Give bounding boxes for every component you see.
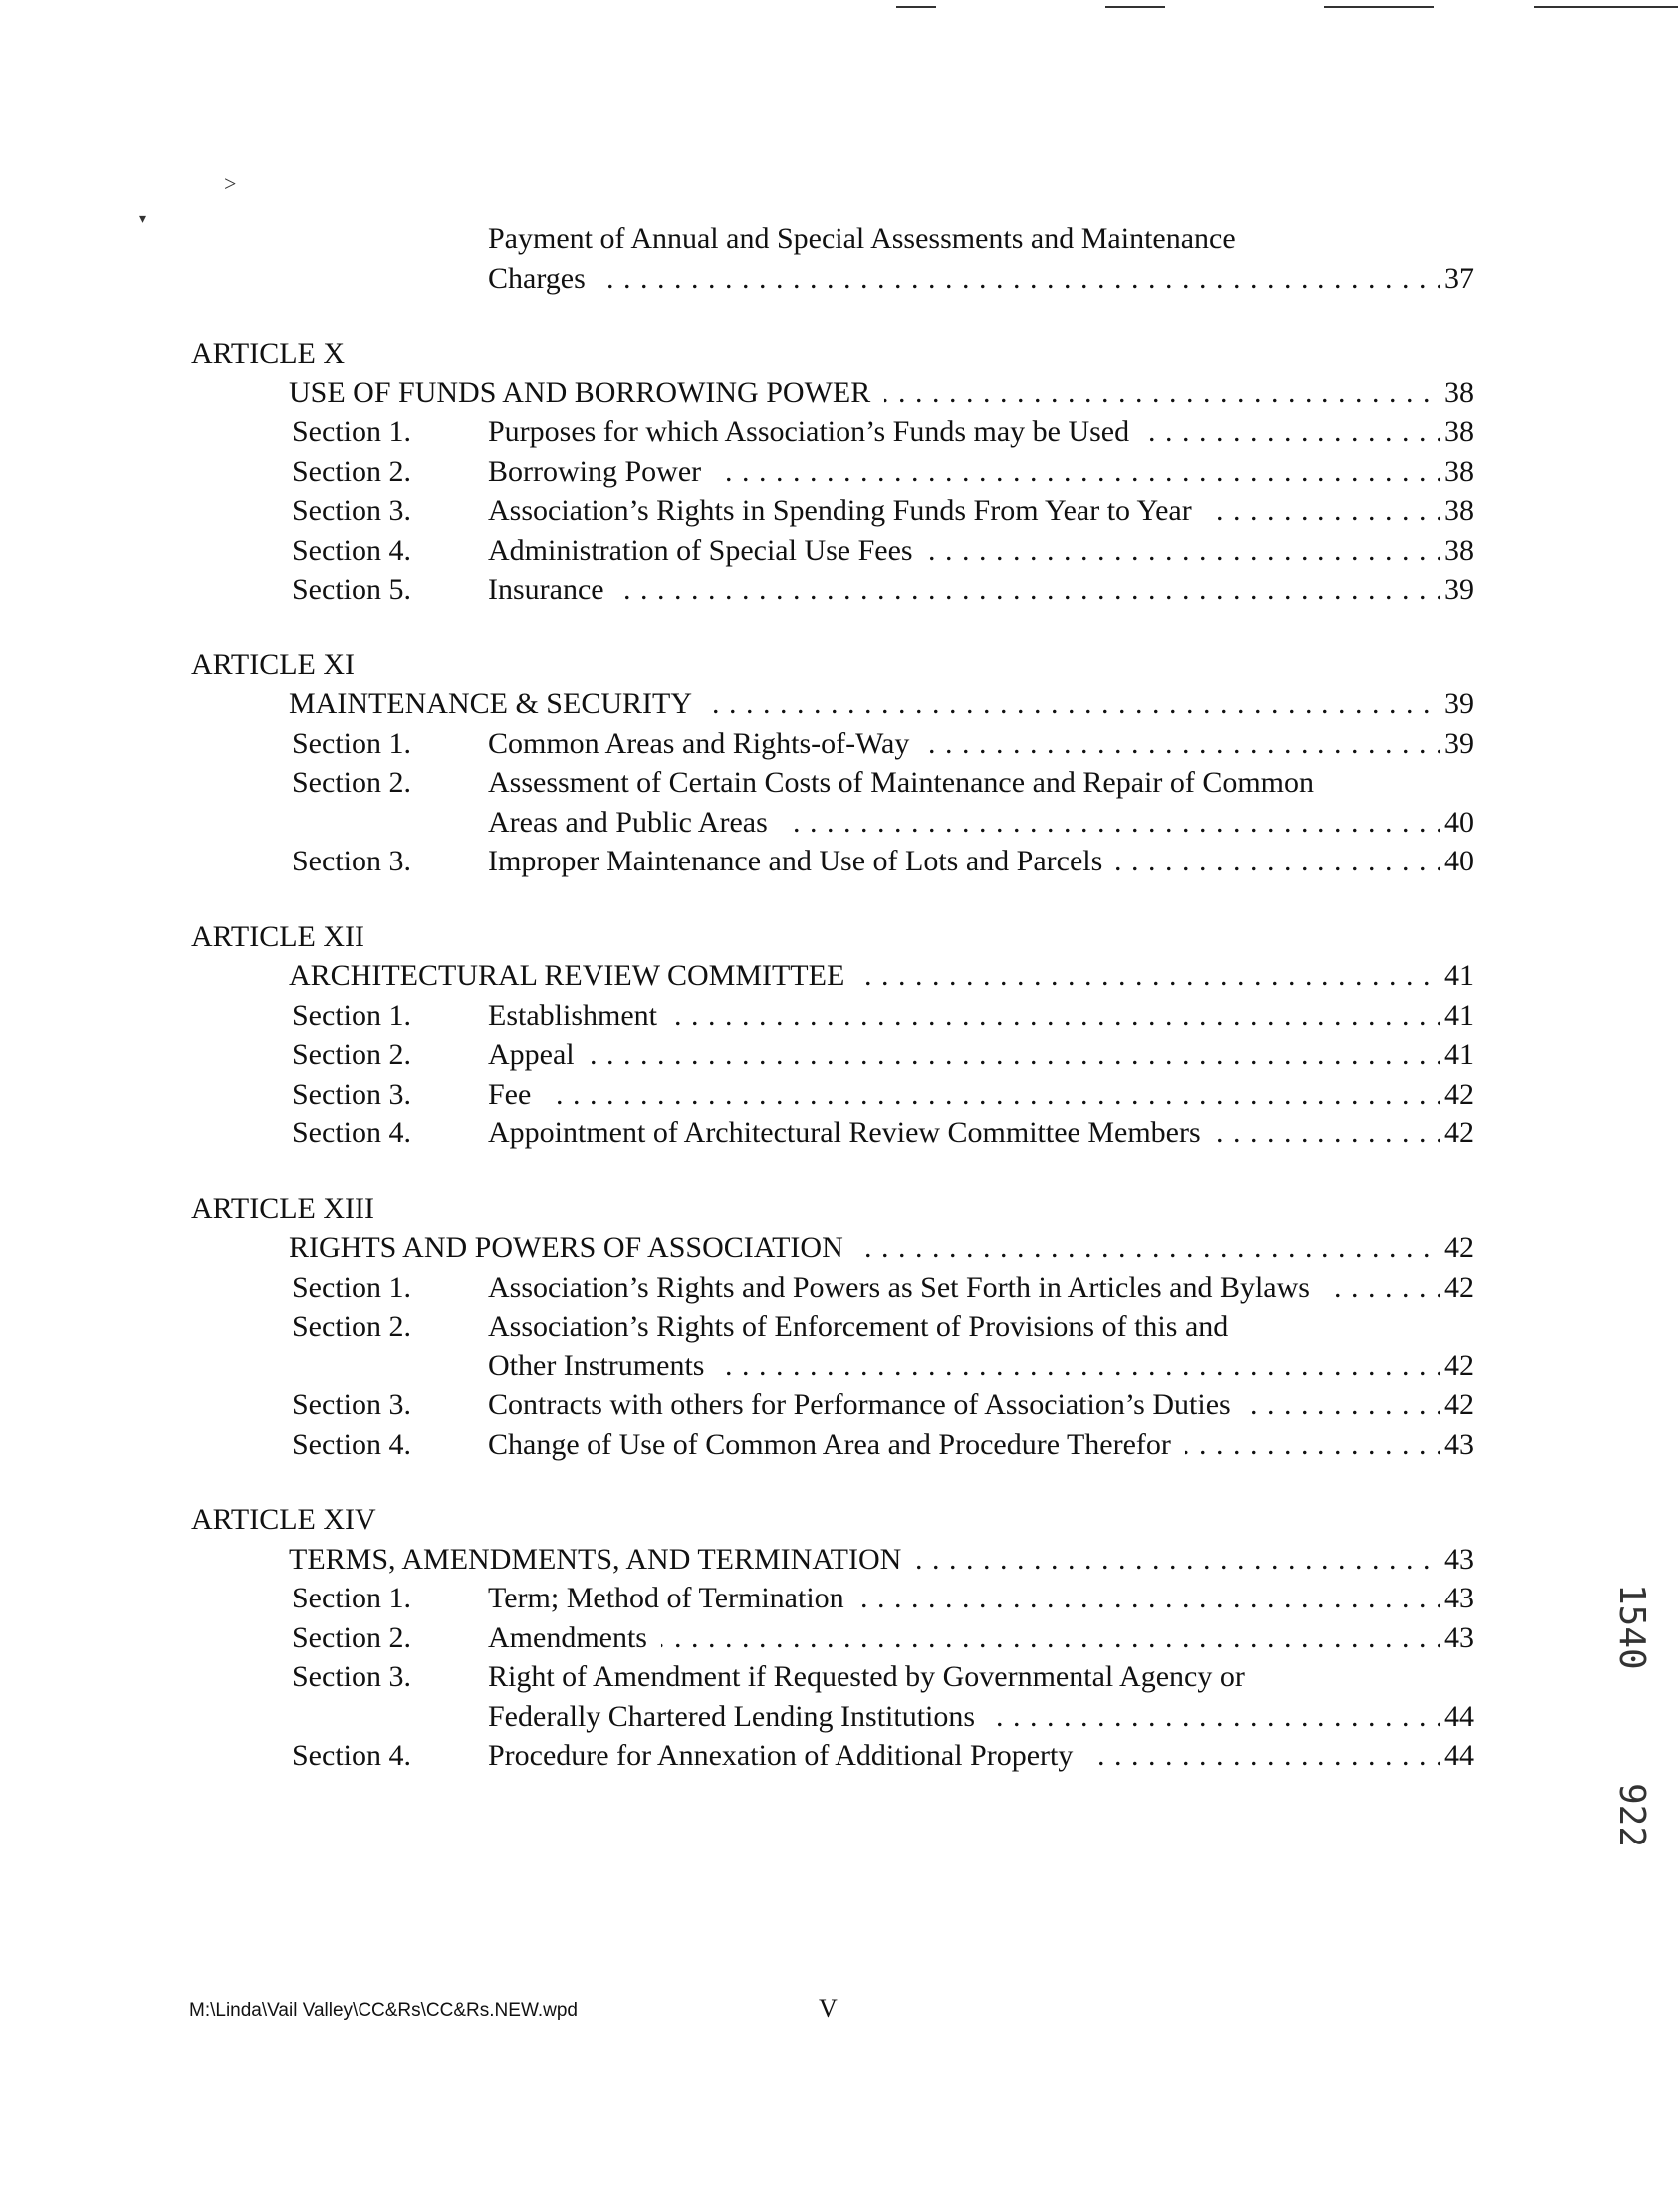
section-entry bbox=[488, 724, 1474, 764]
section-entry bbox=[488, 412, 1474, 452]
section-label: Section 2. bbox=[292, 454, 411, 488]
section-entry-page: 42 bbox=[1440, 1268, 1474, 1308]
section-entry bbox=[488, 1268, 1474, 1308]
section-entry-page: 41 bbox=[1440, 1035, 1474, 1075]
article-label: ARTICLE XIII bbox=[191, 1191, 374, 1225]
section-entry-page: 39 bbox=[1440, 570, 1474, 610]
section-entry-page: 38 bbox=[1440, 452, 1474, 492]
margin-stamp-upper: 1540 bbox=[1611, 1584, 1652, 1670]
section-entry-page: 42 bbox=[1440, 1347, 1474, 1386]
section-label: Section 1. bbox=[292, 998, 411, 1032]
article-title-text: ARCHITECTURAL REVIEW COMMITTEE bbox=[289, 956, 858, 996]
section-entry-text: Administration of Special Use Fees bbox=[488, 531, 927, 571]
section-entry-text: Change of Use of Common Area and Procedure Therefor bbox=[488, 1425, 1185, 1465]
section-entry-page: 43 bbox=[1440, 1579, 1474, 1618]
dot-leader bbox=[488, 1075, 1474, 1114]
section-label: Section 5. bbox=[292, 573, 411, 606]
section-entry-page: 43 bbox=[1440, 1425, 1474, 1465]
section-entry-page: 38 bbox=[1440, 491, 1474, 531]
article-label: ARTICLE XI bbox=[191, 647, 356, 681]
section-entry-text: Borrowing Power bbox=[488, 452, 715, 492]
section-entry-page: 44 bbox=[1440, 1697, 1474, 1737]
section-entry bbox=[488, 1385, 1474, 1425]
section-entry-text: Federally Chartered Lending Institutions bbox=[488, 1697, 989, 1737]
section-entry-text: Procedure for Annexation of Additional Property bbox=[488, 1736, 1086, 1776]
section-label: Section 2. bbox=[292, 1620, 411, 1654]
section-label: Section 1. bbox=[292, 415, 411, 448]
section-entry-page: 40 bbox=[1440, 842, 1474, 881]
section-entry bbox=[488, 1618, 1474, 1658]
article-title-page: 38 bbox=[1440, 373, 1474, 413]
section-label: Section 4. bbox=[292, 1739, 411, 1772]
footer-file-path: M:\Linda\Vail Valley\CC&Rs\CC&Rs.NEW.wpd bbox=[189, 2000, 578, 2021]
section-label: Section 2. bbox=[292, 1310, 411, 1343]
section-entry-page: 38 bbox=[1440, 531, 1474, 571]
section-entry bbox=[488, 1697, 1474, 1737]
dot-leader bbox=[488, 1035, 1474, 1075]
article-label: ARTICLE XIV bbox=[191, 1503, 376, 1536]
section-entry bbox=[488, 570, 1474, 610]
section-entry bbox=[488, 1347, 1474, 1386]
section-entry bbox=[488, 1425, 1474, 1465]
section-label: Section 1. bbox=[292, 1582, 411, 1614]
article-title bbox=[289, 1228, 1474, 1268]
dot-leader bbox=[488, 259, 1474, 299]
section-label: Section 3. bbox=[292, 1077, 411, 1110]
section-entry-text: Improper Maintenance and Use of Lots and Parcels bbox=[488, 842, 1116, 881]
section-entry-page: 42 bbox=[1440, 1385, 1474, 1425]
toc-entry-continued-page: 37 bbox=[1440, 259, 1474, 299]
section-entry bbox=[488, 491, 1474, 531]
section-entry-text: Other Instruments bbox=[488, 1347, 718, 1386]
article-title-page: 42 bbox=[1440, 1228, 1474, 1268]
section-entry bbox=[488, 1113, 1474, 1153]
section-entry bbox=[488, 996, 1474, 1036]
article-title-page: 39 bbox=[1440, 684, 1474, 724]
section-entry-text: Common Areas and Rights-of-Way bbox=[488, 724, 923, 764]
section-entry bbox=[488, 1035, 1474, 1075]
section-label: Section 1. bbox=[292, 726, 411, 760]
article-title bbox=[289, 373, 1474, 413]
section-entry-page: 42 bbox=[1440, 1075, 1474, 1114]
section-entry-page: 42 bbox=[1440, 1113, 1474, 1153]
section-label: Section 4. bbox=[292, 533, 411, 567]
toc-entry-continued-text: Payment of Annual and Special Assessments and Maintenance bbox=[488, 219, 1250, 259]
margin-stamp-lower: 922 bbox=[1611, 1783, 1652, 1848]
article-title-text: RIGHTS AND POWERS OF ASSOCIATION bbox=[289, 1228, 857, 1268]
section-entry bbox=[488, 842, 1474, 881]
section-label: Section 3. bbox=[292, 1660, 411, 1693]
dot-leader bbox=[488, 570, 1474, 610]
article-title-text: MAINTENANCE & SECURITY bbox=[289, 684, 706, 724]
section-entry-page: 44 bbox=[1440, 1736, 1474, 1776]
section-label: Section 2. bbox=[292, 766, 411, 799]
section-entry-text: Areas and Public Areas bbox=[488, 803, 782, 843]
scan-speck: ▾ bbox=[139, 212, 147, 227]
article-title-page: 43 bbox=[1440, 1540, 1474, 1580]
section-entry-text: Association’s Rights and Powers as Set Forth in Articles and Bylaws bbox=[488, 1268, 1323, 1308]
section-entry bbox=[488, 531, 1474, 571]
article-title bbox=[289, 956, 1474, 996]
section-entry-text: Association’s Rights in Spending Funds From Year to Year bbox=[488, 491, 1206, 531]
toc-entry-continued bbox=[488, 259, 1474, 299]
article-title bbox=[289, 1540, 1474, 1580]
section-entry-page: 40 bbox=[1440, 803, 1474, 843]
section-entry-page: 41 bbox=[1440, 996, 1474, 1036]
section-label: Section 3. bbox=[292, 494, 411, 527]
section-entry-page: 43 bbox=[1440, 1618, 1474, 1658]
footer-page-number: V bbox=[819, 1994, 838, 2023]
section-entry-text: Establishment bbox=[488, 996, 671, 1036]
section-entry bbox=[488, 452, 1474, 492]
section-entry-text: Assessment of Certain Costs of Maintenance and Repair of Common bbox=[488, 763, 1327, 803]
section-entry-text: Association’s Rights of Enforcement of Provisions of this and bbox=[488, 1307, 1242, 1347]
article-label: ARTICLE XII bbox=[191, 919, 364, 953]
section-entry bbox=[488, 1579, 1474, 1618]
section-entry bbox=[488, 1736, 1474, 1776]
section-label: Section 4. bbox=[292, 1116, 411, 1149]
section-entry bbox=[488, 1075, 1474, 1114]
toc-entry-continued-text: Charges bbox=[488, 259, 599, 299]
section-label: Section 4. bbox=[292, 1427, 411, 1461]
section-label: Section 3. bbox=[292, 845, 411, 877]
article-title-text: TERMS, AMENDMENTS, AND TERMINATION bbox=[289, 1540, 915, 1580]
section-entry-text: Appointment of Architectural Review Committee Members bbox=[488, 1113, 1215, 1153]
section-entry-text: Insurance bbox=[488, 570, 618, 610]
section-label: Section 2. bbox=[292, 1038, 411, 1071]
section-label: Section 1. bbox=[292, 1270, 411, 1304]
scan-speck: ˃ bbox=[224, 171, 237, 196]
section-entry-page: 39 bbox=[1440, 724, 1474, 764]
section-entry-text: Right of Amendment if Requested by Governmental Agency or bbox=[488, 1657, 1259, 1697]
article-title-page: 41 bbox=[1440, 956, 1474, 996]
section-entry-text: Term; Method of Termination bbox=[488, 1579, 858, 1618]
article-title bbox=[289, 684, 1474, 724]
section-entry-page: 38 bbox=[1440, 412, 1474, 452]
section-entry bbox=[488, 803, 1474, 843]
section-entry-text: Appeal bbox=[488, 1035, 589, 1075]
section-entry-text: Contracts with others for Performance of Association’s Duties bbox=[488, 1385, 1245, 1425]
section-entry-text: Amendments bbox=[488, 1618, 661, 1658]
article-title-text: USE OF FUNDS AND BORROWING POWER bbox=[289, 373, 884, 413]
section-label: Section 3. bbox=[292, 1388, 411, 1421]
article-label: ARTICLE X bbox=[191, 337, 346, 369]
section-entry-text: Purposes for which Association’s Funds may be Used bbox=[488, 412, 1143, 452]
section-entry-text: Fee bbox=[488, 1075, 545, 1114]
